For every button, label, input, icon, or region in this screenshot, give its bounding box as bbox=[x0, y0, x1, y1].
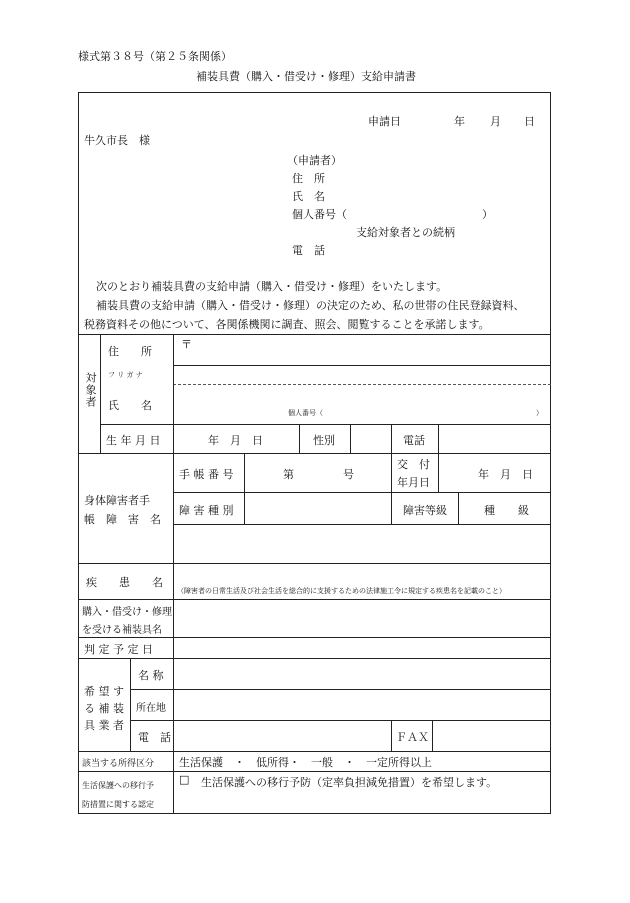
disability-label-1: 身体障害者手 bbox=[84, 494, 150, 507]
notebook-number-label: 手 帳 番 号 bbox=[179, 468, 234, 481]
notebook-gou: 号 bbox=[343, 468, 354, 481]
subject-id-label: 個人番号（ bbox=[288, 409, 323, 417]
vendor-fax-label: ＦＡＸ bbox=[396, 731, 429, 744]
date-year: 年 bbox=[454, 115, 465, 128]
judgment-label: 判 定 予 定 日 bbox=[84, 643, 153, 656]
device-label-2: を受ける補装具名 bbox=[82, 625, 162, 636]
birthdate-ymd: 年 月 日 bbox=[208, 434, 263, 447]
vendor-label-3: 具 業 者 bbox=[84, 719, 124, 732]
birthdate-label: 生 年 月 日 bbox=[106, 434, 161, 447]
vendor-label-1: 希 望 す bbox=[84, 685, 124, 698]
statement-line-1: 次のとおり補装具費の支給申請（購入・借受け・修理）をいたします。 bbox=[96, 280, 448, 293]
prevention-label-2: 防措置に関する認定 bbox=[82, 800, 154, 809]
disability-grade-label: 障害等級 bbox=[403, 504, 447, 517]
disease-label: 疾 患 名 bbox=[86, 576, 163, 589]
form-title: 補装具費（購入・借受け・修理）支給申請書 bbox=[196, 70, 416, 83]
subject-section-label: 対象者 bbox=[84, 372, 97, 408]
applicant-id-label: 個人番号（ bbox=[292, 208, 347, 221]
statement-line-3: 税務資料その他について、各関係機関に調査、照会、閲覧することを承諾します。 bbox=[84, 318, 490, 331]
date-label: 申請日 bbox=[368, 115, 401, 128]
relation-label: 支給対象者との続柄 bbox=[356, 226, 455, 239]
form-number: 様式第３８号（第２５条関係） bbox=[78, 50, 232, 63]
vendor-location-label: 所在地 bbox=[136, 703, 166, 714]
disability-label-2: 帳 障 害 名 bbox=[84, 513, 161, 526]
disease-note: （障害者の日常生活及び社会生活を総合的に支援するための法律施工令に規定する疾患名を記載のこと） bbox=[177, 587, 506, 595]
vendor-phone-label: 電 話 bbox=[138, 731, 171, 744]
grade-shu: 種 bbox=[484, 504, 495, 517]
sex-label: 性別 bbox=[313, 434, 335, 447]
applicant-name-label: 氏 名 bbox=[292, 190, 325, 203]
prevention-checkbox[interactable]: □ bbox=[179, 773, 190, 786]
vendor-label-2: る 補 装 bbox=[84, 702, 124, 715]
device-label-1: 購入・借受け・修理 bbox=[82, 607, 172, 618]
date-day: 日 bbox=[524, 115, 535, 128]
addressee: 牛久市長 様 bbox=[84, 134, 150, 147]
vendor-name-label: 名 称 bbox=[138, 669, 164, 682]
income-label: 該当する所得区分 bbox=[82, 759, 155, 769]
applicant-address-label: 住 所 bbox=[292, 172, 325, 185]
statement-line-2: 補装具費の支給申請（購入・借受け・修理）の決定のため、私の世帯の住民登録資料、 bbox=[96, 299, 525, 312]
notebook-dai: 第 bbox=[283, 468, 294, 481]
income-options: 生活保護 ・ 低所得・ 一般 ・ 一定所得以上 bbox=[179, 756, 432, 769]
prevention-label-1: 生活保護への移行予 bbox=[82, 781, 154, 790]
subject-phone-label: 電話 bbox=[403, 434, 425, 447]
issue-label-1: 交 付 bbox=[397, 458, 430, 471]
applicant-phone-label: 電 話 bbox=[292, 244, 325, 257]
furigana-label: フ リ ガ ナ bbox=[108, 371, 143, 379]
grade-kyu: 級 bbox=[518, 504, 529, 517]
prevention-text: 生活保護への移行予防（定率負担減免措置）を希望します。 bbox=[201, 776, 498, 789]
postal-mark: 〒 bbox=[181, 338, 192, 351]
subject-address-label: 住 所 bbox=[108, 345, 152, 358]
issue-ymd: 年 月 日 bbox=[478, 468, 533, 481]
subject-id-close: ） bbox=[536, 409, 543, 417]
disability-type-label: 障 害 種 別 bbox=[179, 504, 234, 517]
applicant-id-close: ） bbox=[482, 208, 493, 221]
issue-label-2: 年月日 bbox=[397, 476, 430, 489]
subject-name-label: 氏 名 bbox=[108, 399, 152, 412]
applicant-label: （申請者） bbox=[287, 154, 342, 167]
date-month: 月 bbox=[490, 115, 501, 128]
